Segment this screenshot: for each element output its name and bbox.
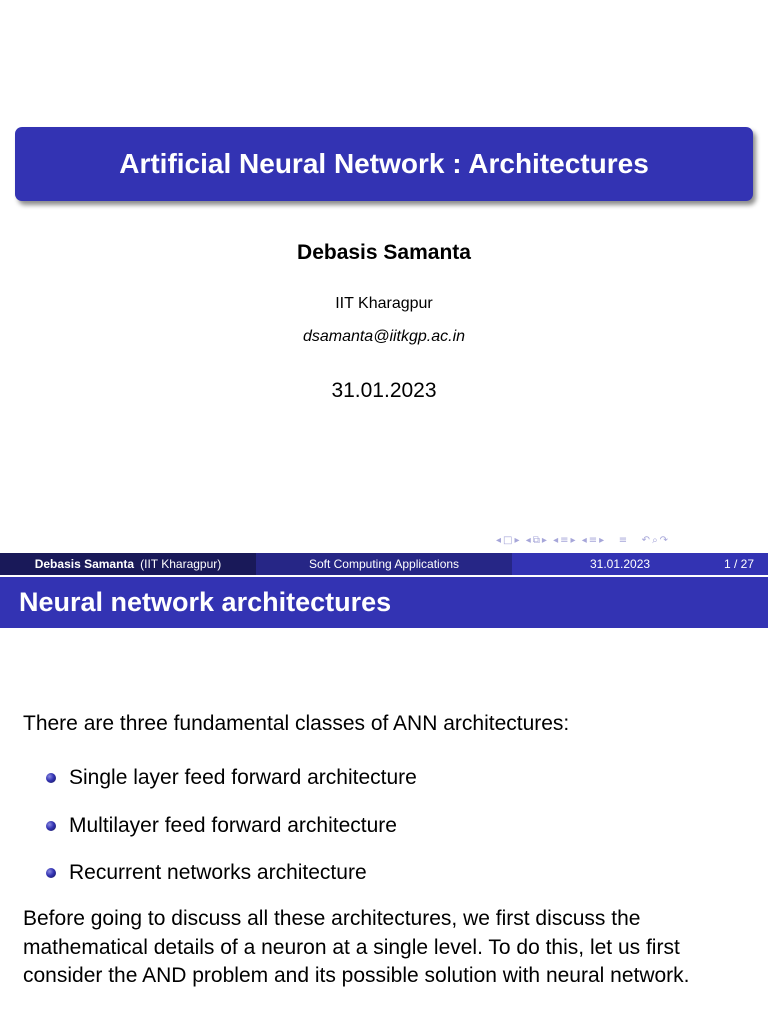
nav-next-part-icon[interactable]: ▸ <box>599 535 606 546</box>
intro-text: There are three fundamental classes of ANN architectures: <box>23 712 570 735</box>
frame-title: Neural network architectures <box>19 587 392 617</box>
nav-next-subsection-icon[interactable]: ▸ <box>541 535 548 546</box>
footer-course-segment <box>256 553 512 575</box>
title-banner <box>15 127 753 201</box>
nav-prev-section-icon[interactable]: ◂ <box>553 535 560 546</box>
frame-title-bar <box>0 577 768 628</box>
nav-section-icon[interactable]: ≡ <box>560 535 570 546</box>
footer-author-segment <box>0 553 256 575</box>
footer-page-number: 1 / 27 <box>723 557 754 571</box>
nav-zoom-icon[interactable]: ↷ <box>659 535 670 546</box>
beamer-navigation-bar <box>496 535 768 549</box>
nav-prev-frame-icon[interactable]: ◂ <box>496 535 503 546</box>
list-item <box>46 811 417 859</box>
nav-frame-icon[interactable]: □ <box>503 535 514 546</box>
body-paragraph: Before going to discuss all these architectures, we first discuss the mathematical details of a neuron at a single level. To do this, let us first consider the AND problem and its possible solution with neural network. <box>23 907 690 987</box>
architecture-list <box>46 763 417 906</box>
bullet-icon <box>46 868 56 878</box>
footer-date: 31.01.2023 <box>590 557 651 571</box>
slide-footer <box>0 553 768 575</box>
nav-part-icon[interactable]: ≡ <box>588 535 599 546</box>
presentation-title: Artificial Neural Network : Architectures <box>119 148 649 179</box>
nav-prev-part-icon[interactable]: ◂ <box>581 535 588 546</box>
footer-institute: (IIT Kharagpur) <box>140 557 222 571</box>
list-item-text: Multilayer feed forward architecture <box>69 813 397 837</box>
bullet-icon <box>46 773 56 783</box>
nav-search-icon[interactable]: ⌕ <box>652 535 659 546</box>
presentation-date: 31.01.2023 <box>331 379 437 402</box>
list-item-text: Single layer feed forward architecture <box>69 766 417 789</box>
nav-prev-subsection-icon[interactable]: ◂ <box>525 535 532 546</box>
list-item <box>46 763 417 811</box>
author-email: dsamanta@iitkgp.ac.in <box>302 328 466 345</box>
footer-course: Soft Computing Applications <box>308 557 460 571</box>
nav-outline-icon[interactable]: ≡ <box>618 535 629 546</box>
footer-date-segment <box>512 553 768 575</box>
list-item <box>46 858 417 906</box>
nav-subsection-icon[interactable]: ⧉ <box>532 535 541 546</box>
nav-next-section-icon[interactable]: ▸ <box>570 535 577 546</box>
author-institute: IIT Kharagpur <box>335 295 433 312</box>
nav-next-frame-icon[interactable]: ▸ <box>514 535 521 546</box>
author-name: Debasis Samanta <box>297 241 471 264</box>
bullet-icon <box>46 821 56 831</box>
list-item-text: Recurrent networks architecture <box>69 861 367 884</box>
nav-back-icon[interactable]: ↶ <box>641 535 652 546</box>
footer-author: Debasis Samanta <box>34 557 135 571</box>
